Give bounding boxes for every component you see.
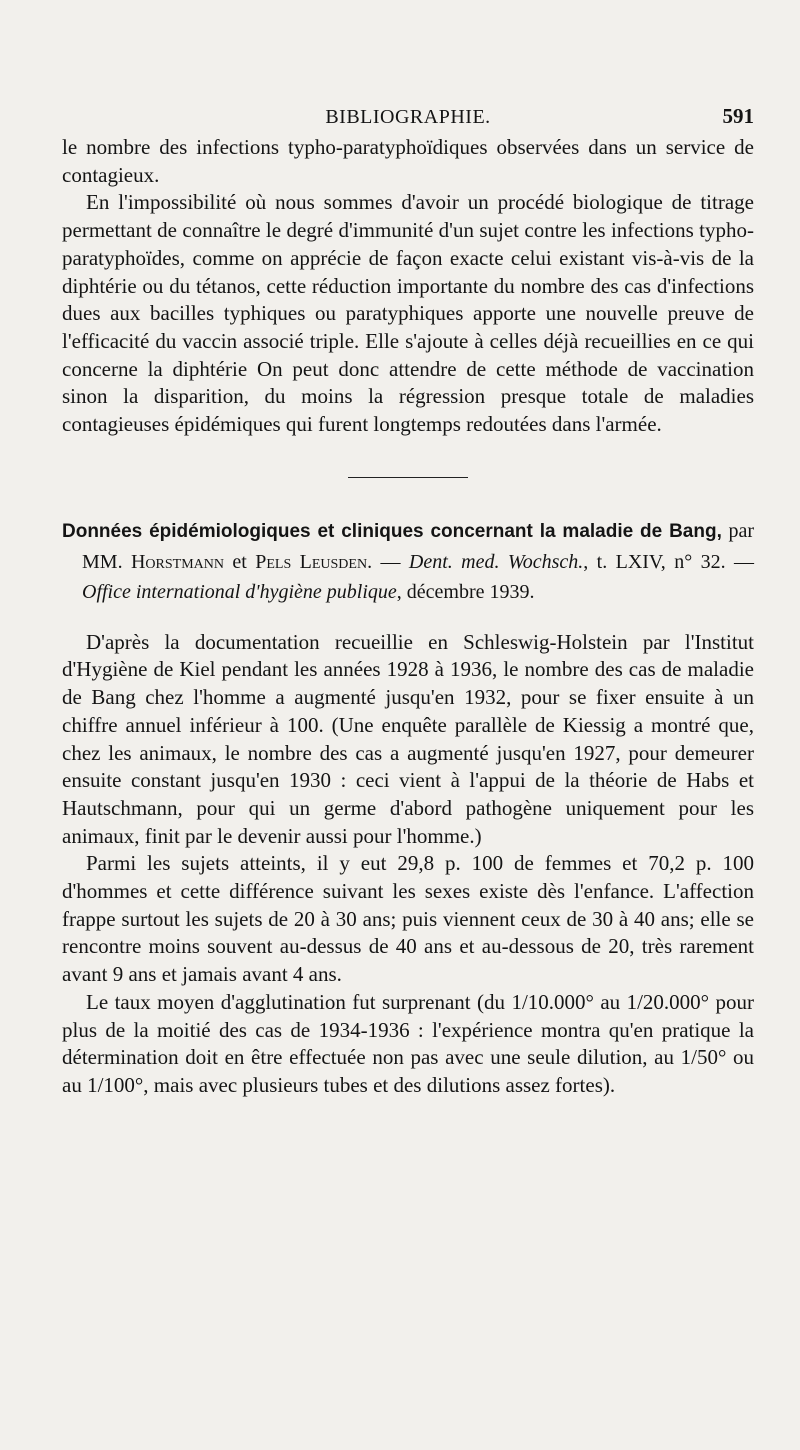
previous-article-end bbox=[62, 134, 754, 439]
paragraph: Parmi les sujets atteints, il y eut 29,8 p. 100 de femmes et 70,2 p. 100 d'hommes et cette différence suivant les sexes existe dès l'enfance. L'affection frappe surtout les sujets de 20 à 30 ans; puis viennent ceux de 30 à 40 ans; elle se rencontre moins souvent au-dessus de 40 ans et au-dessous de 20, très rarement avant 9 ans et jamais avant 4 ans. bbox=[62, 851, 754, 987]
citation-dash: . — bbox=[367, 550, 409, 573]
running-title: BIBLIOGRAPHIE. bbox=[325, 106, 491, 128]
paragraph: Le taux moyen d'agglutination fut surprenant (du 1/10.000° au 1/20.000° pour plus de la moitié des cas de 1934-1936 : l'expérience montra qu'en pratique la détermination doit en être effectuée non pas avec une seule dilution, au 1/50° ou au 1/100°, mais avec plusieurs tubes et des dilutions assez fortes). bbox=[62, 989, 754, 1097]
article-body bbox=[62, 629, 754, 1100]
article-title: Données épidémiologiques et cliniques concernant la maladie de Bang, bbox=[62, 520, 722, 542]
book-page bbox=[62, 100, 754, 1100]
source-name: Office international d'hygiène publique bbox=[82, 580, 397, 603]
citation-and: et bbox=[223, 550, 256, 573]
journal-volume: , t. LXIV, n° 32. — bbox=[583, 550, 754, 573]
article-citation bbox=[62, 516, 754, 607]
paragraph: le nombre des infections typho-paratyphoïdiques observées dans un service de contagieux. bbox=[62, 135, 754, 187]
section-divider bbox=[348, 477, 468, 478]
page-number: 591 bbox=[722, 104, 754, 128]
running-head bbox=[62, 100, 754, 134]
author-name: Horstmann bbox=[130, 550, 224, 573]
article-header bbox=[62, 516, 754, 607]
author-name: Pels Leusden bbox=[255, 550, 368, 573]
paragraph: D'après la documentation recueillie en Schleswig-Holstein par l'Institut d'Hygiène de Kiel pendant les années 1928 à 1936, le nombre des cas de maladie de Bang chez l'homme a augmenté jusqu'en 1932, pour se fixer ensuite à un chiffre annuel inférieur à 100. (Une enquête parallèle de Kiessig a montré que, chez les animaux, le nombre des cas a augmenté jusqu'en 1927, pour demeurer ensuite constant jusqu'en 1930 : ceci vient à l'appui de la théorie de Habs et Hautschmann, pour qui un germe d'abord pathogène uniquement pour les animaux, finit par le devenir aussi pour l'homme.) bbox=[62, 629, 754, 848]
citation-by: par MM. bbox=[82, 519, 754, 573]
paragraph: En l'impossibilité où nous sommes d'avoir un procédé biologique de titrage permettant de connaître le degré d'immunité d'un sujet contre les infections typho-paratyphoïdes, comme on apprécie de façon exacte celui existant vis-à-vis de la diphtérie ou du tétanos, cette réduction importante du nombre des cas d'infections dues aux bacilles typhiques ou paratyphiques apporte une nouvelle preuve de l'efficacité du vaccin associé triple. Elle s'ajoute à celles déjà recueillies en ce qui concerne la diphtérie On peut donc attendre de cette méthode de vaccination sinon la disparition, du moins la régression presque totale de maladies contagieuses épidémiques qui furent longtemps redoutées dans l'armée. bbox=[62, 190, 754, 437]
publication-date: , décembre 1939. bbox=[396, 580, 535, 603]
spacer bbox=[62, 607, 754, 629]
journal-name: Dent. med. Wochsch. bbox=[408, 550, 584, 573]
